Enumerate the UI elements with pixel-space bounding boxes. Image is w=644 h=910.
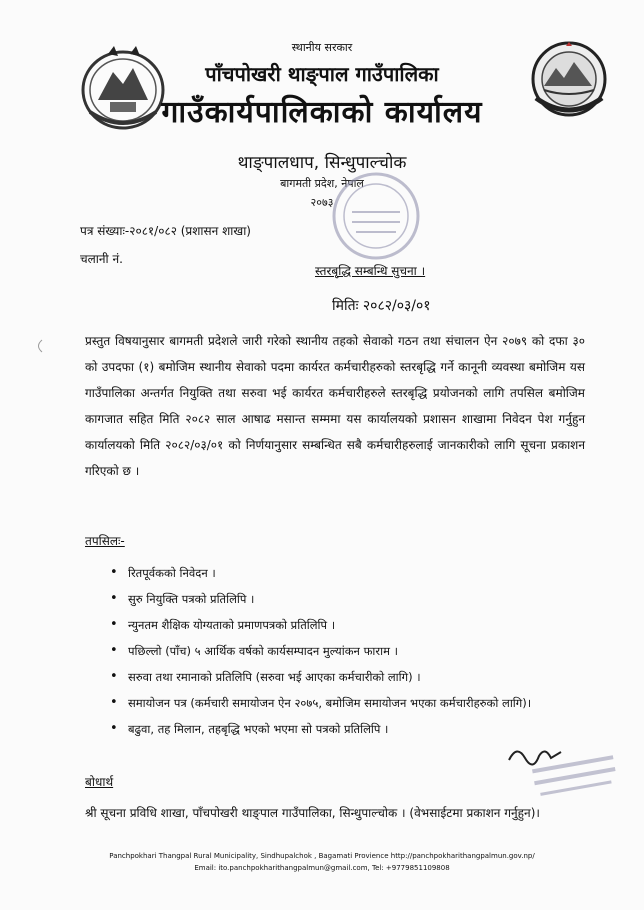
boddhartha-heading: बोधार्थ [85, 775, 114, 789]
footer-contact: Email: ito.panchpokharithangpalmun@gmail.com, Tel: +9779851109808 [194, 864, 450, 872]
office-title: गाउँकार्यपालिकाको कार्यालय [161, 95, 483, 130]
municipality-name: पाँचपोखरी थाङ्पाल गाउँपालिका [205, 62, 439, 86]
office-stamp-icon [328, 168, 424, 264]
recipient-line: श्री सूचना प्रविधि शाखा, पाँचपोखरी थाङ्पाल गाउँपालिका, सिन्धुपाल्चोक । (वेभसाईटमा प्रकाशन गर्नुहुन)। [85, 806, 540, 820]
document-list [108, 560, 588, 742]
letter-number: पत्र संख्याः-२०८१/०८२ (प्रशासन शाखा) [80, 224, 251, 238]
margin-mark [34, 338, 44, 357]
address-line-1: थाङ्पालधाप, सिन्धुपाल्चोक [237, 153, 407, 173]
footer-address: Panchpokhari Thangpal Rural Municipality, Sindhupalchok , Bagamati Provience http://panchpokharithangpalmun.gov.np/ [109, 852, 535, 860]
list-item: • न्युनतम शैक्षिक योग्यताको प्रमाणपत्रको प्रतिलिपि । [108, 612, 588, 638]
government-label: स्थानीय सरकार [291, 41, 353, 54]
notice-body: प्रस्तुत विषयानुसार बागमती प्रदेशले जारी गरेको स्थानीय तहको सेवाको गठन तथा संचालन ऐन २०७९ को दफा ३० को उपदफा (१) बमोजिम स्थानीय सेवाको पदमा कार्यरत कर्मचारीहरुको स्तरबृद्धि गर्ने कानूनी व्यवस्था बमोजिम यस गाउँपालिका अन्तर्गत नियुक्ति तथा सरुवा भई कार्यरत कर्मचारीहरुले स्तरबृद्धि प्रयोजनको लागि तपसिल बमोजिम कागजात सहित मिति २०८२ साल आषाढ मसान्त सम्ममा यस कार्यालयको प्रशासन शाखामा निवेदन पेश गर्नुहुन कार्यालयको मिति २०८२/०३/०१ को निर्णयानुसार सम्बन्धित सबै कर्मचारीहरुलाई जानकारीको लागि सूचना प्रकाशन गरिएको छ । [85, 334, 585, 478]
list-item: • पछिल्लो (पाँच) ५ आर्थिक वर्षको कार्यसम्पादन मुल्यांकन फाराम । [108, 638, 588, 664]
established-year: २०७३ [310, 196, 334, 209]
subject-line: स्तरबृद्धि सम्बन्धि सुचना । [315, 264, 426, 278]
letter-date: मितिः २०८२/०३/०१ [332, 298, 431, 314]
list-item: • समायोजन पत्र (कर्मचारी समायोजन ऐन २०७५, बमोजिम समायोजन भएका कर्मचारीहरुको लागि)। [108, 690, 588, 716]
list-item: • रितपूर्वकको निवेदन । [108, 560, 588, 586]
dispatch-number: चलानी नं. [80, 252, 123, 266]
address-line-2: बागमती प्रदेश, नेपाल [280, 177, 364, 190]
list-item: • बढुवा, तह मिलान, तहबृद्धि भएको भएमा सो पत्रको प्रतिलिपि । [108, 716, 588, 742]
list-item: • सरुवा तथा रमानाको प्रतिलिपि (सरुवा भई आएका कर्मचारीको लागि) । [108, 664, 588, 690]
list-item: • सुरु नियुक्ति पत्रको प्रतिलिपि । [108, 586, 588, 612]
details-heading: तपसिलः- [85, 534, 125, 548]
